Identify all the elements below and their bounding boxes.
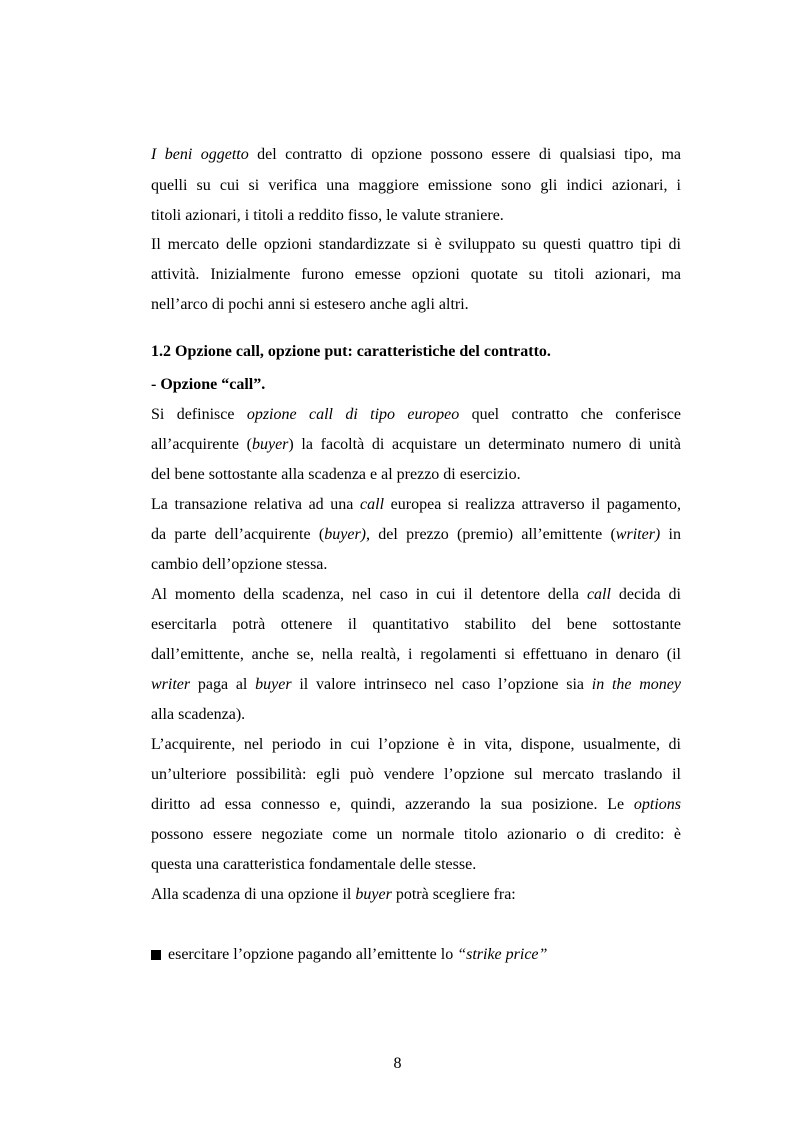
text-span: diritto ad essa connesso e, quindi, azzerando la sua posizione. Le <box>151 796 634 813</box>
paragraph-2-line-2: attività. Inizialmente furono emesse opzioni quotate su titoli azionari, ma <box>151 266 681 283</box>
italic-term: I beni oggetto <box>151 146 249 163</box>
italic-term: buyer), <box>324 526 370 543</box>
subheading: - Opzione “call”. <box>151 376 266 393</box>
paragraph-6-line-3 <box>151 794 681 816</box>
italic-term: buyer <box>251 436 289 453</box>
bullet-item <box>151 944 681 966</box>
paragraph-3-line-2 <box>151 434 681 456</box>
paragraph-7-line-1 <box>151 884 681 906</box>
paragraph-3-line-3: del bene sottostante alla scadenza e al prezzo di esercizio. <box>151 466 521 483</box>
text-span: il valore intrinseco nel caso l’opzione sia <box>291 676 592 693</box>
paragraph-5-line-4 <box>151 674 681 696</box>
text-span: La transazione relativa ad una <box>151 496 361 513</box>
paragraph-1-line-3: titoli azionari, i titoli a reddito fisso, le valute straniere. <box>151 207 504 224</box>
text-span: potrà scegliere fra: <box>391 886 516 903</box>
text-span: paga al <box>190 676 256 693</box>
text-span: del contratto di opzione possono essere di qualsiasi tipo, ma <box>248 146 681 163</box>
text-span: all’acquirente ( <box>151 436 252 453</box>
italic-term: options <box>633 796 681 813</box>
square-bullet-icon <box>151 950 161 960</box>
italic-term: “strike price” <box>457 946 548 963</box>
paragraph-4-line-1 <box>151 494 681 516</box>
text-span: ) la facoltà di acquistare un determinato numero di unità <box>288 436 682 453</box>
paragraph-2-line-3: nell’arco di pochi anni si estesero anche agli altri. <box>151 296 469 313</box>
paragraph-4-line-3: cambio dell’opzione stessa. <box>151 556 328 573</box>
paragraph-5-line-1 <box>151 584 681 606</box>
italic-term: opzione call di tipo europeo <box>246 406 460 423</box>
paragraph-6-line-2: un’ulteriore possibilità: egli può vendere l’opzione sul mercato traslando il <box>151 766 681 783</box>
text-span: Si definisce <box>151 406 247 423</box>
italic-term: in the money <box>591 676 682 693</box>
italic-term: writer <box>151 676 191 693</box>
section-heading: 1.2 Opzione call, opzione put: caratteristiche del contratto. <box>151 343 551 360</box>
paragraph-1-line-2: quelli su cui si verifica una maggiore emissione sono gli indici azionari, i <box>151 177 681 194</box>
paragraph-5-line-5: alla scadenza). <box>151 706 246 723</box>
page-number: 8 <box>393 1055 402 1072</box>
text-span: decida di <box>610 586 681 603</box>
paragraph-1-line-1 <box>151 144 681 166</box>
italic-term: call <box>360 496 385 513</box>
italic-term: call <box>586 586 611 603</box>
text-span: Al momento della scadenza, nel caso in cui il detentore della <box>151 586 587 603</box>
paragraph-4-line-2 <box>151 524 681 546</box>
paragraph-6-line-1: L’acquirente, nel periodo in cui l’opzione è in vita, dispone, usualmente, di <box>151 736 681 753</box>
text-span: da parte dell’acquirente ( <box>151 526 325 543</box>
paragraph-5-line-2: esercitarla potrà ottenere il quantitativo stabilito del bene sottostante <box>151 616 681 633</box>
text-span: in <box>660 526 681 543</box>
paragraph-6-line-4: possono essere negoziate come un normale titolo azionario o di credito: è <box>151 826 681 843</box>
text-span: del prezzo (premio) all’emittente ( <box>370 526 616 543</box>
paragraph-6-line-5: questa una caratteristica fondamentale delle stesse. <box>151 856 477 873</box>
italic-term: writer) <box>615 526 661 543</box>
italic-term: buyer <box>355 886 392 903</box>
paragraph-3-line-1 <box>151 404 681 426</box>
text-span: Alla scadenza di una opzione il <box>151 886 356 903</box>
italic-term: buyer <box>255 676 292 693</box>
paragraph-5-line-3: dall’emittente, anche se, nella realtà, i regolamenti si effettuano in denaro (il <box>151 646 681 663</box>
text-span: europea si realizza attraverso il pagamento, <box>384 496 681 513</box>
text-span: quel contratto che conferisce <box>459 406 682 423</box>
paragraph-2-line-1: Il mercato delle opzioni standardizzate si è sviluppato su questi quattro tipi di <box>151 236 681 253</box>
text-span: esercitare l’opzione pagando all’emittente lo <box>168 946 458 963</box>
